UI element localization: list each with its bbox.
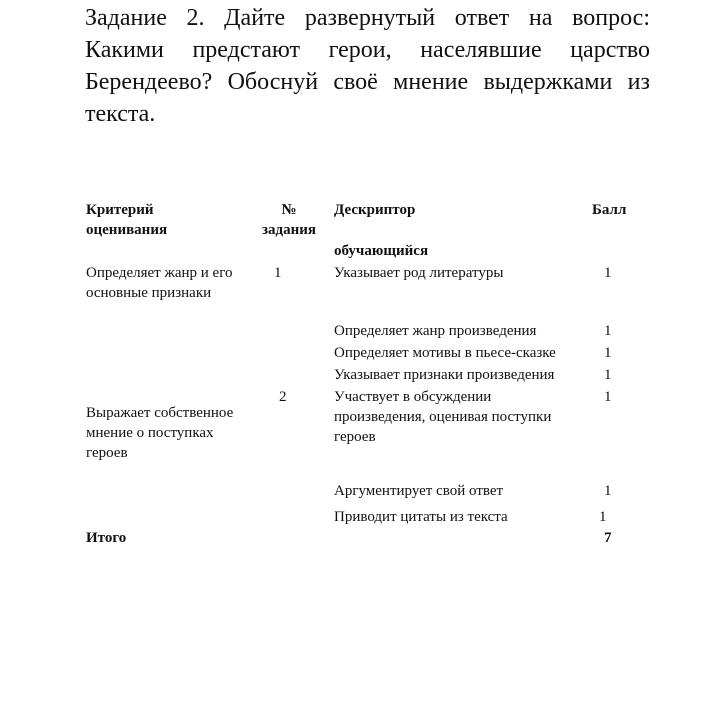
task-text (85, 2, 650, 130)
task-line: Задание 2. Дайте развернутый ответ на вопрос: (85, 5, 650, 31)
header-descriptor: Дескриптор (334, 202, 416, 218)
descriptor-item: Указывает признаки произведения (334, 367, 555, 383)
header-score: Балл (592, 202, 627, 218)
descriptor-score: 1 (604, 345, 612, 361)
header-criterion: Критерий оценивания (86, 202, 168, 238)
descriptor-item: Участвует в обсуждении произведения, оценивая поступки героев (334, 389, 552, 445)
header-task-number: № задания (261, 202, 317, 238)
row1-task-number: 1 (274, 265, 282, 281)
descriptor-score: 1 (604, 389, 612, 405)
descriptor-item: Определяет жанр произведения (334, 323, 537, 339)
descriptor-item: Приводит цитаты из текста (334, 509, 508, 525)
row2-criterion: Выражает собственное мнение о поступках героев (86, 405, 234, 461)
total-score: 7 (604, 530, 612, 546)
task-line: Какими предстают герои, населявшие царство (85, 37, 650, 63)
header-descriptor-sub: обучающийся (334, 243, 429, 259)
total-label: Итого (86, 530, 127, 546)
descriptor-score: 1 (604, 367, 612, 383)
descriptor-item: Аргументирует свой ответ (334, 483, 504, 499)
descriptor-score: 1 (604, 483, 612, 499)
row1-score: 1 (604, 265, 612, 281)
descriptor-item: Определяет мотивы в пьесе-сказке (334, 345, 556, 361)
row1-descriptor: Указывает род литературы (334, 265, 504, 281)
task-line: Берендеево? Обоснуй своё мнение выдержками из (85, 69, 650, 95)
task-line: текста. (85, 101, 156, 127)
descriptor-score: 1 (599, 509, 607, 525)
row1-criterion: Определяет жанр и его основные признаки (86, 265, 233, 301)
row2-task-number: 2 (279, 389, 287, 405)
descriptor-score: 1 (604, 323, 612, 339)
